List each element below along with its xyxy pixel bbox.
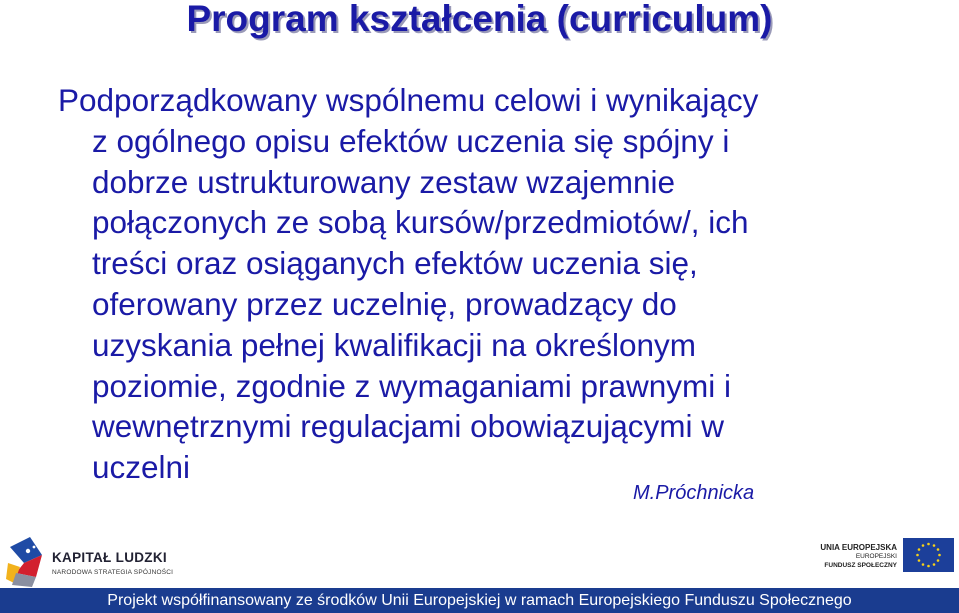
author-signature: M.Próchnicka (633, 482, 755, 504)
kapital-ludzki-subtitle: NARODOWA STRATEGIA SPÓJNOŚCI (52, 569, 174, 576)
text-line: poziomie, zgodnie z wymaganiami prawnymi i (92, 367, 732, 404)
page-title: Program kształcenia (curriculum) (186, 0, 773, 39)
text-line: połączonych ze sobą kursów/przedmiotów/, ich (92, 204, 749, 241)
eu-flag-icon (903, 538, 954, 572)
kapital-ludzki-name: KAPITAŁ LUDZKI (52, 550, 167, 565)
eu-line1: UNIA EUROPEJSKA (820, 543, 897, 552)
eu-line2: EUROPEJSKI (855, 553, 897, 560)
text-line: Podporządkowany wspólnemu celowi i wynikający (58, 82, 759, 118)
footer-banner: Projekt współfinansowany ze środków Unii Europejskiej w ramach Europejskiego Funduszu Społecznego (0, 588, 959, 613)
eu-line3: FUNDUSZ SPOŁECZNY (824, 562, 897, 569)
text-line: wewnętrznymi regulacjami obowiązującymi w (92, 408, 724, 445)
text-line: treści oraz osiąganych efektów uczenia się, (92, 245, 698, 282)
definition-text (58, 80, 938, 488)
text-line: oferowany przez uczelnię, prowadzący do (92, 285, 677, 322)
text-line: uczelni (92, 449, 191, 486)
text-line: z ogólnego opisu efektów uczenia się spójny i (92, 122, 730, 159)
eu-logo-text (820, 543, 897, 570)
text-line: dobrze ustrukturowany zestaw wzajemnie (92, 163, 676, 200)
text-line: uzyskania pełnej kwalifikacji na określonym (92, 326, 697, 363)
